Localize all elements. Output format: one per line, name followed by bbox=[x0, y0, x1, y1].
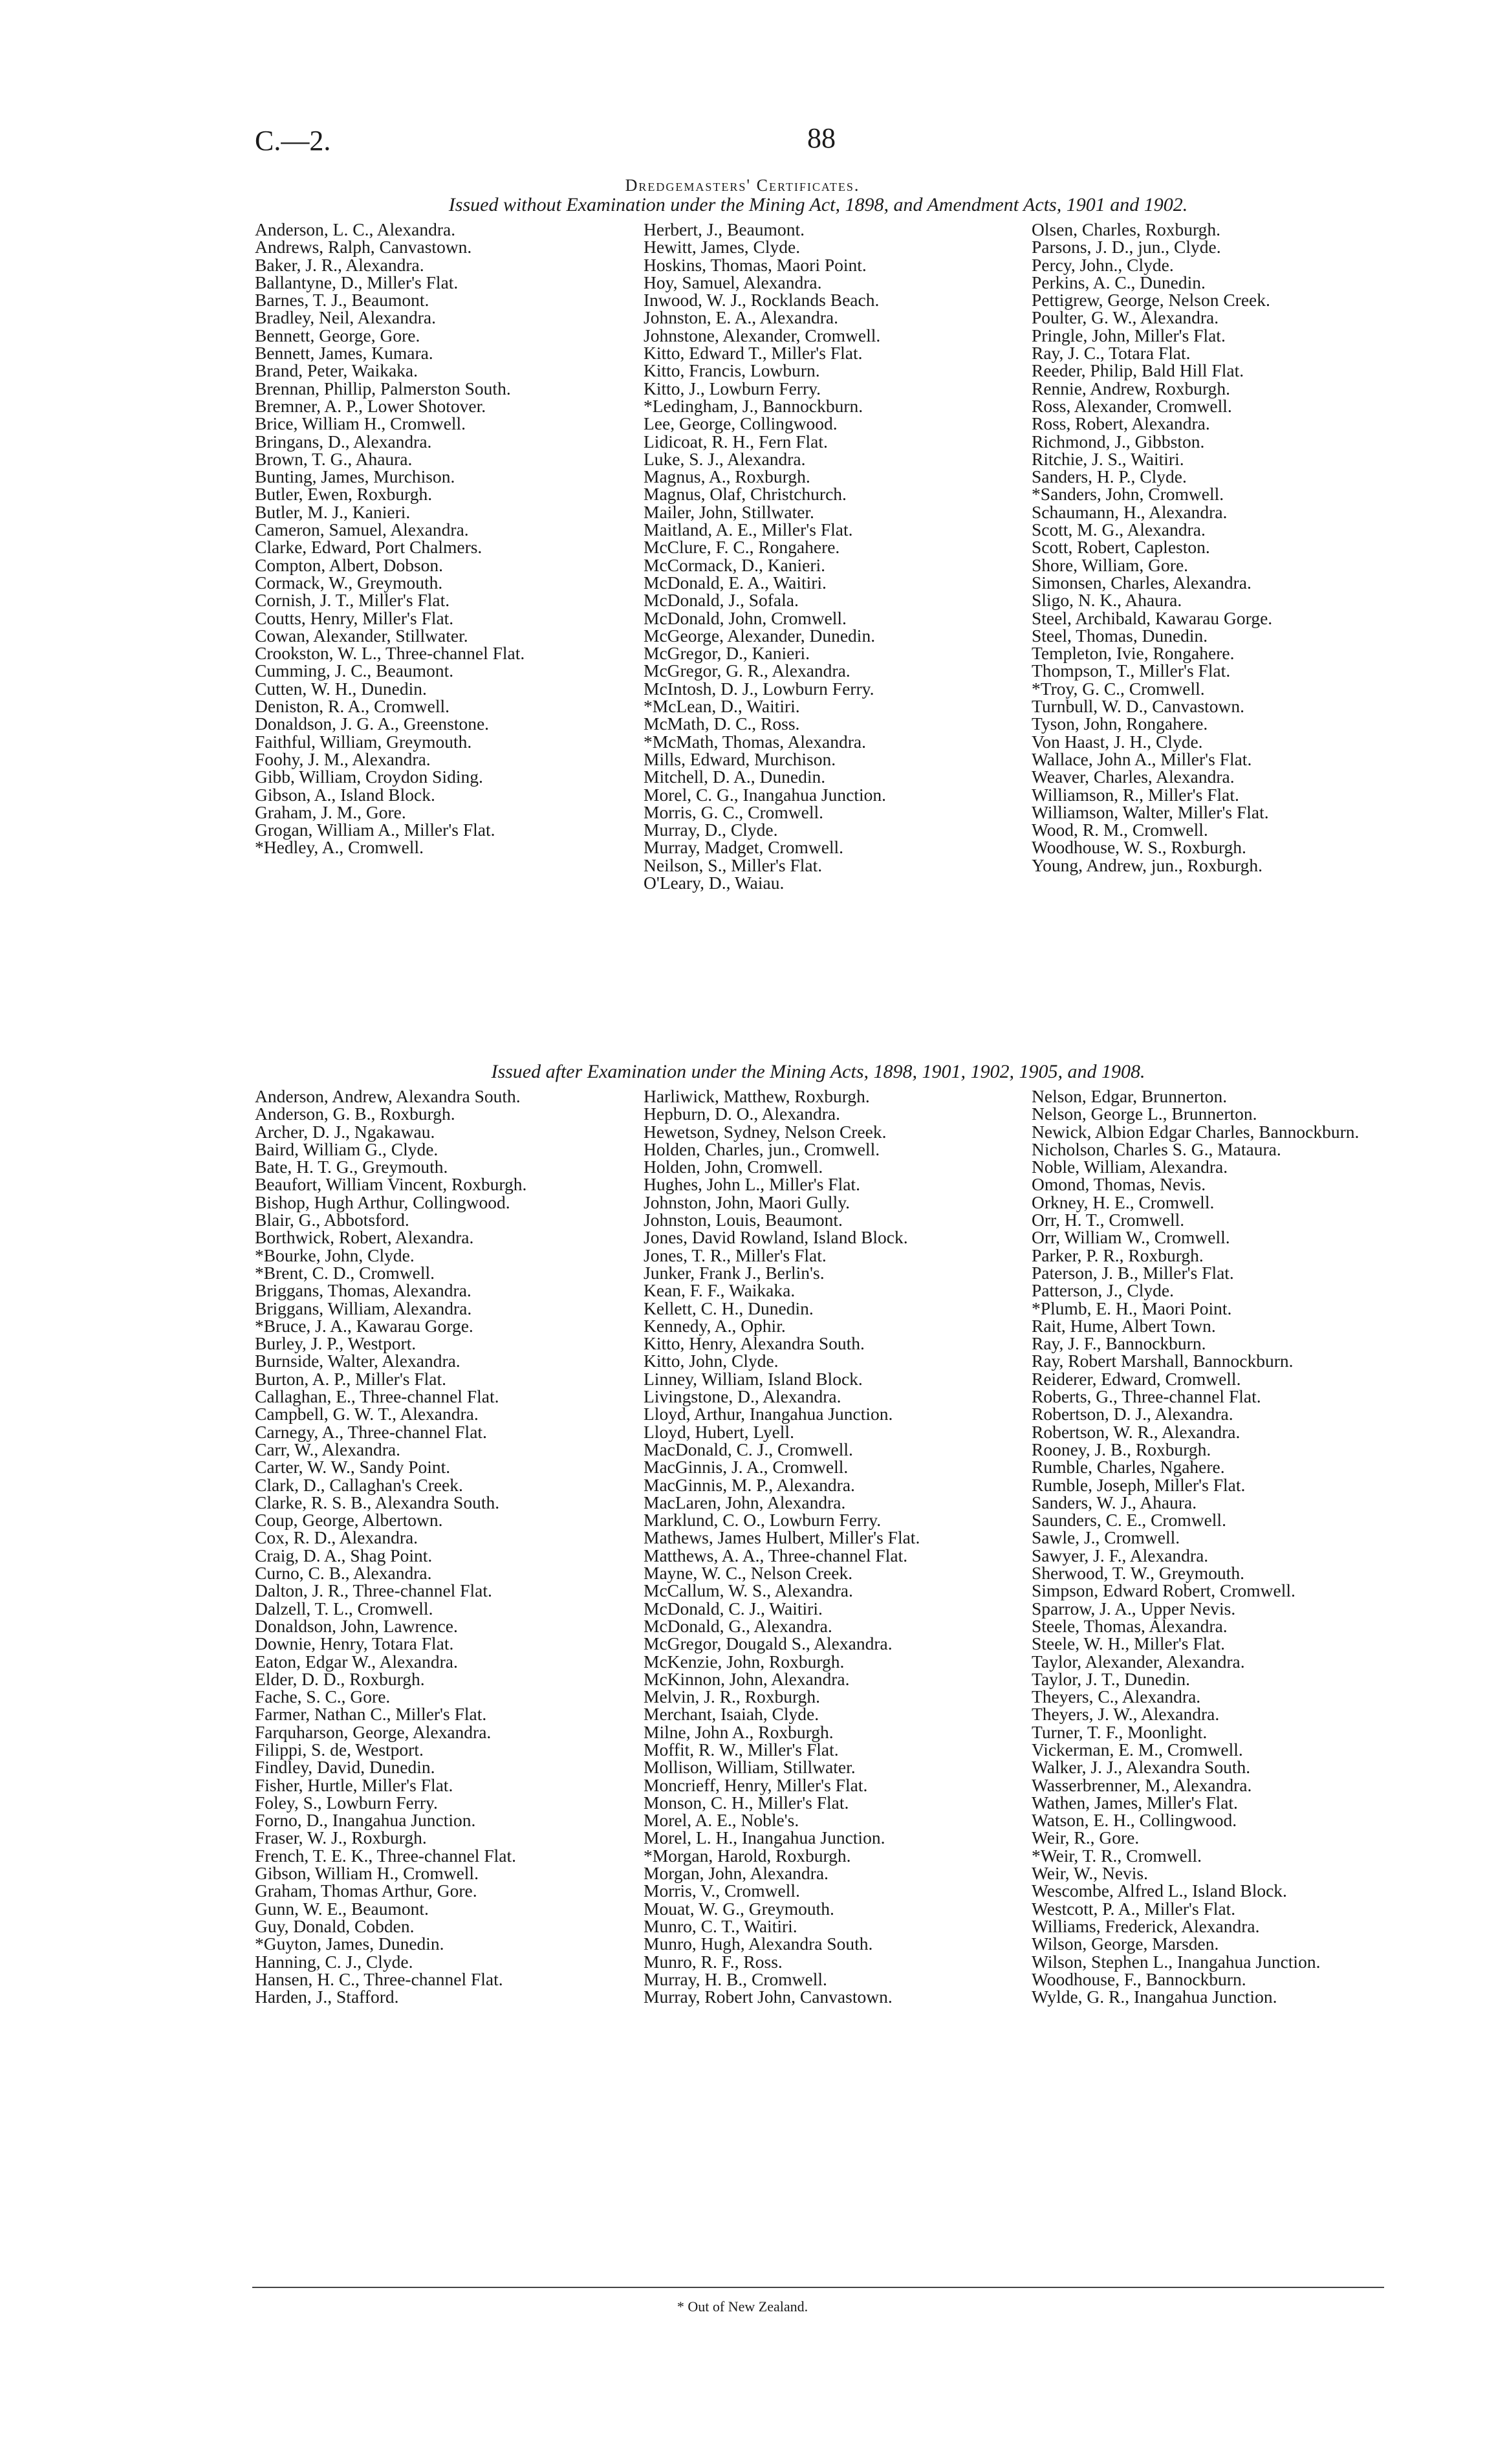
certificate-entry: *Plumb, E. H., Maori Point. bbox=[1032, 1298, 1232, 1318]
certificate-entry: Cox, R. D., Alexandra. bbox=[255, 1527, 418, 1548]
certificate-entry: Donaldson, John, Lawrence. bbox=[255, 1615, 458, 1636]
certificate-entry: Orr, H. T., Cromwell. bbox=[1032, 1210, 1185, 1230]
certificate-entry: Neilson, S., Miller's Flat. bbox=[644, 855, 823, 875]
certificate-entry: Hoy, Samuel, Alexandra. bbox=[644, 272, 822, 292]
certificate-entry: Ray, J. F., Bannockburn. bbox=[1032, 1333, 1206, 1354]
certificate-entry: Cameron, Samuel, Alexandra. bbox=[255, 519, 469, 540]
certificate-entry: Parsons, J. D., jun., Clyde. bbox=[1032, 237, 1221, 257]
certificate-entry: Perkins, A. C., Dunedin. bbox=[1032, 272, 1206, 292]
certificate-entry: Templeton, Ivie, Rongahere. bbox=[1032, 643, 1235, 664]
certificate-entry: Moffit, R. W., Miller's Flat. bbox=[644, 1739, 839, 1760]
certificate-entry: Curno, C. B., Alexandra. bbox=[255, 1563, 432, 1584]
certificate-entry: Robertson, W. R., Alexandra. bbox=[1032, 1421, 1241, 1442]
certificate-entry: MacGinnis, M. P., Alexandra. bbox=[644, 1474, 855, 1495]
certificate-entry: Williamson, Walter, Miller's Flat. bbox=[1032, 801, 1269, 822]
certificate-entry: Newick, Albion Edgar Charles, Bannockburn. bbox=[1032, 1121, 1360, 1142]
certificate-entry: Fraser, W. J., Roxburgh. bbox=[255, 1827, 427, 1848]
certificate-entry: Steel, Thomas, Dunedin. bbox=[1032, 625, 1208, 646]
certificate-entry: Hewitt, James, Clyde. bbox=[644, 237, 801, 257]
certificate-entry: Murray, Robert John, Canvastown. bbox=[644, 1987, 893, 2007]
certificate-entry: Ross, Alexander, Cromwell. bbox=[1032, 395, 1232, 416]
certificate-entry: McIntosh, D. J., Lowburn Ferry. bbox=[644, 678, 874, 699]
certificate-entry: Morel, A. E., Noble's. bbox=[644, 1810, 799, 1831]
certificate-entry: Kennedy, A., Ophir. bbox=[644, 1315, 786, 1336]
certificate-entry: Gibson, A., Island Block. bbox=[255, 784, 435, 805]
certificate-entry: Fache, S. C., Gore. bbox=[255, 1686, 391, 1707]
certificate-entry: Murray, H. B., Cromwell. bbox=[644, 1968, 827, 1989]
certificate-entry: Mailer, John, Stillwater. bbox=[644, 501, 814, 522]
certificate-entry: Paterson, J. B., Miller's Flat. bbox=[1032, 1262, 1234, 1283]
certificate-entry: Graham, J. M., Gore. bbox=[255, 801, 406, 822]
certificate-entry: Mollison, William, Stillwater. bbox=[644, 1757, 856, 1778]
certificate-entry: Hoskins, Thomas, Maori Point. bbox=[644, 254, 867, 275]
certificate-entry: Rumble, Joseph, Miller's Flat. bbox=[1032, 1474, 1246, 1495]
certificate-entry: Sherwood, T. W., Greymouth. bbox=[1032, 1563, 1244, 1584]
certificate-entry: Livingstone, D., Alexandra. bbox=[644, 1386, 841, 1407]
certificate-entry: Sparrow, J. A., Upper Nevis. bbox=[1032, 1598, 1236, 1619]
certificate-entry: Callaghan, E., Three-channel Flat. bbox=[255, 1386, 499, 1407]
certificate-entry: Clarke, R. S. B., Alexandra South. bbox=[255, 1492, 500, 1512]
certificate-entry: Campbell, G. W. T., Alexandra. bbox=[255, 1404, 479, 1424]
certificate-entry: Bradley, Neil, Alexandra. bbox=[255, 307, 436, 328]
certificate-entry: Elder, D. D., Roxburgh. bbox=[255, 1668, 425, 1689]
certificate-entry: Bennett, George, Gore. bbox=[255, 325, 420, 345]
certificate-entry: Rennie, Andrew, Roxburgh. bbox=[1032, 378, 1231, 398]
certificate-entry: Carter, W. W., Sandy Point. bbox=[255, 1457, 451, 1477]
certificate-entry: Merchant, Isaiah, Clyde. bbox=[644, 1704, 819, 1725]
part2-column-1 bbox=[255, 1087, 614, 2005]
certificate-entry: Nelson, Edgar, Brunnerton. bbox=[1032, 1086, 1228, 1106]
certificate-entry: Kitto, Henry, Alexandra South. bbox=[644, 1333, 865, 1354]
certificate-entry: Andrews, Ralph, Canvastown. bbox=[255, 237, 472, 257]
certificate-entry: Wilson, Stephen L., Inangahua Junction. bbox=[1032, 1951, 1321, 1972]
certificate-entry: Steele, W. H., Miller's Flat. bbox=[1032, 1633, 1226, 1654]
footnote-rule bbox=[252, 2287, 1384, 2288]
certificate-entry: *Weir, T. R., Cromwell. bbox=[1032, 1845, 1202, 1866]
certificate-entry: Saunders, C. E., Cromwell. bbox=[1032, 1510, 1226, 1531]
certificate-entry: Borthwick, Robert, Alexandra. bbox=[255, 1227, 474, 1248]
certificate-entry: Hepburn, D. O., Alexandra. bbox=[644, 1104, 840, 1124]
certificate-entry: French, T. E. K., Three-channel Flat. bbox=[255, 1845, 516, 1866]
certificate-entry: Melvin, J. R., Roxburgh. bbox=[644, 1686, 820, 1707]
certificate-entry: Harliwick, Matthew, Roxburgh. bbox=[644, 1086, 870, 1106]
certificate-entry: Compton, Albert, Dobson. bbox=[255, 554, 444, 575]
certificate-entry: Baker, J. R., Alexandra. bbox=[255, 254, 424, 275]
certificate-entry: Mathews, James Hulbert, Miller's Flat. bbox=[644, 1527, 920, 1548]
certificate-entry: Mayne, W. C., Nelson Creek. bbox=[644, 1563, 853, 1584]
certificate-entry: Beaufort, William Vincent, Roxburgh. bbox=[255, 1174, 527, 1195]
certificate-entry: Wilson, George, Marsden. bbox=[1032, 1934, 1219, 1954]
certificate-entry: Woodhouse, F., Bannockburn. bbox=[1032, 1968, 1246, 1989]
certificate-entry: Bremner, A. P., Lower Shotover. bbox=[255, 395, 486, 416]
certificate-entry: Brown, T. G., Ahaura. bbox=[255, 448, 413, 469]
certificate-entry: Morgan, John, Alexandra. bbox=[644, 1863, 829, 1884]
certificate-entry: Taylor, Alexander, Alexandra. bbox=[1032, 1651, 1245, 1672]
certificate-entry: Watson, E. H., Collingwood. bbox=[1032, 1810, 1237, 1831]
certificate-entry: Sanders, W. J., Ahaura. bbox=[1032, 1492, 1197, 1512]
certificate-entry: McDonald, C. J., Waitiri. bbox=[644, 1598, 823, 1619]
certificate-entry: Simpson, Edward Robert, Cromwell. bbox=[1032, 1580, 1295, 1601]
certificate-entry: Kitto, J., Lowburn Ferry. bbox=[644, 378, 821, 398]
certificate-entry: Mitchell, D. A., Dunedin. bbox=[644, 767, 826, 787]
certificate-entry: Briggans, William, Alexandra. bbox=[255, 1298, 472, 1318]
certificate-entry: Pringle, John, Miller's Flat. bbox=[1032, 325, 1226, 345]
certificate-entry: Schaumann, H., Alexandra. bbox=[1032, 501, 1228, 522]
certificate-entry: McMath, D. C., Ross. bbox=[644, 714, 800, 734]
certificate-entry: Milne, John A., Roxburgh. bbox=[644, 1721, 834, 1742]
certificate-entry: McDonald, E. A., Waitiri. bbox=[644, 572, 827, 593]
certificate-entry: MacLaren, John, Alexandra. bbox=[644, 1492, 846, 1512]
certificate-entry: *Ledingham, J., Bannockburn. bbox=[644, 395, 863, 416]
certificate-entry: Turnbull, W. D., Canvastown. bbox=[1032, 696, 1245, 717]
certificate-entry: McGregor, D., Kanieri. bbox=[644, 643, 810, 664]
certificate-entry: Patterson, J., Clyde. bbox=[1032, 1280, 1174, 1301]
certificate-entry: Briggans, Thomas, Alexandra. bbox=[255, 1280, 472, 1301]
certificate-entry: Deniston, R. A., Cromwell. bbox=[255, 696, 450, 717]
certificate-entry: Luke, S. J., Alexandra. bbox=[644, 448, 806, 469]
certificate-entry: Brennan, Phillip, Palmerston South. bbox=[255, 378, 511, 398]
certificate-entry: Sawle, J., Cromwell. bbox=[1032, 1527, 1180, 1548]
certificate-entry: Sawyer, J. F., Alexandra. bbox=[1032, 1545, 1209, 1565]
certificate-entry: Olsen, Charles, Roxburgh. bbox=[1032, 219, 1221, 239]
certificate-entry: Carr, W., Alexandra. bbox=[255, 1439, 400, 1459]
certificate-entry: Morris, G. C., Cromwell. bbox=[644, 801, 824, 822]
document-reference: C.—2. bbox=[255, 125, 331, 157]
certificate-entry: Lloyd, Arthur, Inangahua Junction. bbox=[644, 1404, 893, 1424]
certificate-entry: *Sanders, John, Cromwell. bbox=[1032, 484, 1224, 505]
certificate-entry: Rooney, J. B., Roxburgh. bbox=[1032, 1439, 1211, 1459]
certificate-entry: Filippi, S. de, Westport. bbox=[255, 1739, 424, 1760]
certificate-entry: Roberts, G., Three-channel Flat. bbox=[1032, 1386, 1261, 1407]
certificate-entry: Morris, V., Cromwell. bbox=[644, 1881, 800, 1901]
certificate-entry: Clark, D., Callaghan's Creek. bbox=[255, 1474, 463, 1495]
certificate-entry: Morel, C. G., Inangahua Junction. bbox=[644, 784, 886, 805]
certificate-entry: Von Haast, J. H., Clyde. bbox=[1032, 731, 1203, 752]
certificate-entry: Orkney, H. E., Cromwell. bbox=[1032, 1192, 1215, 1212]
certificate-entry: Foohy, J. M., Alexandra. bbox=[255, 748, 431, 769]
certificate-entry: Archer, D. J., Ngakawau. bbox=[255, 1121, 435, 1142]
certificate-entry: Noble, William, Alexandra. bbox=[1032, 1157, 1228, 1177]
certificate-entry: Blair, G., Abbotsford. bbox=[255, 1210, 409, 1230]
certificate-entry: Coup, George, Albertown. bbox=[255, 1510, 443, 1531]
part2-heading: Issued after Examination under the Mining Acts, 1898, 1901, 1902, 1905, and 1908. bbox=[491, 1061, 1145, 1082]
certificate-entry: Kitto, Edward T., Miller's Flat. bbox=[644, 343, 863, 364]
certificate-entry: Johnston, E. A., Alexandra. bbox=[644, 307, 838, 328]
certificate-entry: Johnstone, Alexander, Cromwell. bbox=[644, 325, 881, 345]
certificate-entry: *McMath, Thomas, Alexandra. bbox=[644, 731, 866, 752]
certificate-entry: *Bruce, J. A., Kawarau Gorge. bbox=[255, 1315, 473, 1336]
certificate-entry: Shore, William, Gore. bbox=[1032, 554, 1189, 575]
certificate-entry: McGregor, Dougald S., Alexandra. bbox=[644, 1633, 893, 1654]
certificate-entry: Murray, D., Clyde. bbox=[644, 820, 778, 840]
certificate-entry: Kitto, John, Clyde. bbox=[644, 1351, 779, 1371]
part1-column-2 bbox=[644, 221, 1009, 891]
certificate-entry: Percy, John., Clyde. bbox=[1032, 254, 1174, 275]
certificate-entry: Woodhouse, W. S., Roxburgh. bbox=[1032, 837, 1246, 858]
page-number: 88 bbox=[807, 122, 836, 154]
certificate-entry: Wathen, James, Miller's Flat. bbox=[1032, 1792, 1238, 1813]
certificate-entry: Anderson, Andrew, Alexandra South. bbox=[255, 1086, 521, 1106]
certificate-entry: Herbert, J., Beaumont. bbox=[644, 219, 805, 239]
certificate-entry: Williams, Frederick, Alexandra. bbox=[1032, 1915, 1260, 1936]
certificate-entry: Downie, Henry, Totara Flat. bbox=[255, 1633, 454, 1654]
certificate-entry: *Hedley, A., Cromwell. bbox=[255, 837, 424, 858]
certificate-entry: Anderson, G. B., Roxburgh. bbox=[255, 1104, 455, 1124]
certificate-entry: Rumble, Charles, Ngahere. bbox=[1032, 1457, 1225, 1477]
certificate-entry: Pettigrew, George, Nelson Creek. bbox=[1032, 290, 1270, 311]
certificate-entry: Wasserbrenner, M., Alexandra. bbox=[1032, 1774, 1252, 1795]
certificate-entry: Matthews, A. A., Three-channel Flat. bbox=[644, 1545, 908, 1565]
certificate-entry: Butler, Ewen, Roxburgh. bbox=[255, 484, 433, 505]
certificate-entry: Forno, D., Inangahua Junction. bbox=[255, 1810, 476, 1831]
certificate-entry: McCallum, W. S., Alexandra. bbox=[644, 1580, 853, 1601]
certificate-entry: Cutten, W. H., Dunedin. bbox=[255, 678, 427, 699]
certificate-entry: Walker, J. J., Alexandra South. bbox=[1032, 1757, 1251, 1778]
certificate-entry: Orr, William W., Cromwell. bbox=[1032, 1227, 1230, 1248]
certificate-entry: McDonald, G., Alexandra. bbox=[644, 1615, 832, 1636]
certificate-entry: Bunting, James, Murchison. bbox=[255, 466, 455, 487]
certificate-entry: Anderson, L. C., Alexandra. bbox=[255, 219, 456, 239]
certificate-entry: McCormack, D., Kanieri. bbox=[644, 554, 826, 575]
certificate-entry: Turner, T. F., Moonlight. bbox=[1032, 1721, 1208, 1742]
certificate-entry: Munro, Hugh, Alexandra South. bbox=[644, 1934, 873, 1954]
certificate-entry: Wylde, G. R., Inangahua Junction. bbox=[1032, 1987, 1277, 2007]
certificate-entry: Ray, J. C., Totara Flat. bbox=[1032, 343, 1191, 364]
certificate-entry: Williamson, R., Miller's Flat. bbox=[1032, 784, 1239, 805]
certificate-entry: McKenzie, John, Roxburgh. bbox=[644, 1651, 845, 1672]
certificate-entry: Donaldson, J. G. A., Greenstone. bbox=[255, 714, 490, 734]
part2-column-3 bbox=[1032, 1087, 1397, 2005]
certificate-entry: Wallace, John A., Miller's Flat. bbox=[1032, 748, 1252, 769]
certificate-entry: Morel, L. H., Inangahua Junction. bbox=[644, 1827, 885, 1848]
certificate-entry: Maitland, A. E., Miller's Flat. bbox=[644, 519, 853, 540]
certificate-entry: McGregor, G. R., Alexandra. bbox=[644, 660, 851, 681]
certificate-entry: Ritchie, J. S., Waitiri. bbox=[1032, 448, 1184, 469]
certificate-entry: Clarke, Edward, Port Chalmers. bbox=[255, 537, 482, 558]
certificate-entry: Ray, Robert Marshall, Bannockburn. bbox=[1032, 1351, 1294, 1371]
certificate-entry: Robertson, D. J., Alexandra. bbox=[1032, 1404, 1233, 1424]
certificate-entry: Nicholson, Charles S. G., Mataura. bbox=[1032, 1139, 1281, 1159]
certificate-entry: *Morgan, Harold, Roxburgh. bbox=[644, 1845, 851, 1866]
certificate-entry: Richmond, J., Gibbston. bbox=[1032, 431, 1205, 452]
certificate-entry: Kean, F. F., Waikaka. bbox=[644, 1280, 796, 1301]
certificate-entry: Farquharson, George, Alexandra. bbox=[255, 1721, 492, 1742]
certificate-entry: Simonsen, Charles, Alexandra. bbox=[1032, 572, 1252, 593]
certificate-entry: Findley, David, Dunedin. bbox=[255, 1757, 435, 1778]
certificate-entry: Sligo, N. K., Ahaura. bbox=[1032, 590, 1182, 611]
certificate-entry: McKinnon, John, Alexandra. bbox=[644, 1668, 850, 1689]
certificate-entry: Young, Andrew, jun., Roxburgh. bbox=[1032, 855, 1263, 875]
certificate-entry: Hanning, C. J., Clyde. bbox=[255, 1951, 413, 1972]
certificate-entry: Hughes, John L., Miller's Flat. bbox=[644, 1174, 860, 1195]
certificate-entry: Guy, Donald, Cobden. bbox=[255, 1915, 415, 1936]
certificate-entry: Gibb, William, Croydon Siding. bbox=[255, 767, 483, 787]
certificate-entry: Faithful, William, Greymouth. bbox=[255, 731, 472, 752]
certificate-entry: Parker, P. R., Roxburgh. bbox=[1032, 1245, 1204, 1265]
certificate-entry: Marklund, C. O., Lowburn Ferry. bbox=[644, 1510, 882, 1531]
certificate-entry: Weaver, Charles, Alexandra. bbox=[1032, 767, 1235, 787]
certificate-entry: Jones, T. R., Miller's Flat. bbox=[644, 1245, 827, 1265]
certificate-entry: Fisher, Hurtle, Miller's Flat. bbox=[255, 1774, 453, 1795]
certificate-entry: Moncrieff, Henry, Miller's Flat. bbox=[644, 1774, 868, 1795]
certificate-entry: McClure, F. C., Rongahere. bbox=[644, 537, 840, 558]
certificate-entry: Ross, Robert, Alexandra. bbox=[1032, 413, 1210, 434]
certificate-entry: O'Leary, D., Waiau. bbox=[644, 872, 785, 893]
certificate-entry: Burnside, Walter, Alexandra. bbox=[255, 1351, 461, 1371]
certificate-entry: Brand, Peter, Waikaka. bbox=[255, 360, 418, 381]
certificate-entry: Crookston, W. L., Three-channel Flat. bbox=[255, 643, 525, 664]
certificate-entry: Nelson, George L., Brunnerton. bbox=[1032, 1104, 1257, 1124]
certificate-entry: Kellett, C. H., Dunedin. bbox=[644, 1298, 814, 1318]
certificate-entry: Holden, Charles, jun., Cromwell. bbox=[644, 1139, 880, 1159]
certificate-entry: Thompson, T., Miller's Flat. bbox=[1032, 660, 1231, 681]
certificate-entry: Wood, R. M., Cromwell. bbox=[1032, 820, 1208, 840]
certificate-entry: Bringans, D., Alexandra. bbox=[255, 431, 432, 452]
certificate-entry: MacGinnis, J. A., Cromwell. bbox=[644, 1457, 849, 1477]
certificate-entry: Lee, George, Collingwood. bbox=[644, 413, 838, 434]
certificate-entry: Taylor, J. T., Dunedin. bbox=[1032, 1668, 1190, 1689]
certificate-entry: Murray, Madget, Cromwell. bbox=[644, 837, 844, 858]
certificate-entry: Cornish, J. T., Miller's Flat. bbox=[255, 590, 450, 611]
certificate-entry: Carnegy, A., Three-channel Flat. bbox=[255, 1421, 487, 1442]
certificate-entry: Junker, Frank J., Berlin's. bbox=[644, 1262, 825, 1283]
certificate-entry: Munro, R. F., Ross. bbox=[644, 1951, 783, 1972]
certificate-entry: Baird, William G., Clyde. bbox=[255, 1139, 439, 1159]
certificate-entry: Gibson, William H., Cromwell. bbox=[255, 1863, 479, 1884]
certificate-entry: Barnes, T. J., Beaumont. bbox=[255, 290, 429, 311]
certificate-entry: Harden, J., Stafford. bbox=[255, 1987, 399, 2007]
certificate-entry: Reeder, Philip, Bald Hill Flat. bbox=[1032, 360, 1244, 381]
certificate-entry: Steele, Thomas, Alexandra. bbox=[1032, 1615, 1228, 1636]
certificate-entry: McGeorge, Alexander, Dunedin. bbox=[644, 625, 876, 646]
certificate-entry: Steel, Archibald, Kawarau Gorge. bbox=[1032, 607, 1273, 628]
certificate-entry: Poulter, G. W., Alexandra. bbox=[1032, 307, 1219, 328]
certificate-entry: Dalzell, T. L., Cromwell. bbox=[255, 1598, 433, 1619]
certificate-entry: Bennett, James, Kumara. bbox=[255, 343, 433, 364]
certificate-entry: Butler, M. J., Kanieri. bbox=[255, 501, 411, 522]
certificate-entry: Theyers, C., Alexandra. bbox=[1032, 1686, 1201, 1707]
certificate-entry: Grogan, William A., Miller's Flat. bbox=[255, 820, 495, 840]
part1-heading: Issued without Examination under the Mining Act, 1898, and Amendment Acts, 1901 and 1902. bbox=[448, 194, 1188, 215]
certificate-entry: Weir, R., Gore. bbox=[1032, 1827, 1140, 1848]
certificate-entry: Wescombe, Alfred L., Island Block. bbox=[1032, 1881, 1287, 1901]
part1-column-3 bbox=[1032, 221, 1397, 874]
certificate-entry: Scott, Robert, Capleston. bbox=[1032, 537, 1210, 558]
certificate-entry: Westcott, P. A., Miller's Flat. bbox=[1032, 1898, 1236, 1919]
certificate-entry: Cormack, W., Greymouth. bbox=[255, 572, 443, 593]
certificate-entry: Bishop, Hugh Arthur, Collingwood. bbox=[255, 1192, 510, 1212]
certificate-entry: Magnus, Olaf, Christchurch. bbox=[644, 484, 847, 505]
certificate-entry: Cumming, J. C., Beaumont. bbox=[255, 660, 454, 681]
certificate-entry: Lidicoat, R. H., Fern Flat. bbox=[644, 431, 828, 452]
certificate-entry: *McLean, D., Waitiri. bbox=[644, 696, 800, 717]
certificate-entry: Graham, Thomas Arthur, Gore. bbox=[255, 1881, 477, 1901]
certificate-entry: Magnus, A., Roxburgh. bbox=[644, 466, 810, 487]
certificate-entry: Vickerman, E. M., Cromwell. bbox=[1032, 1739, 1243, 1760]
certificate-entry: Burley, J. P., Westport. bbox=[255, 1333, 417, 1354]
certificate-entry: Craig, D. A., Shag Point. bbox=[255, 1545, 433, 1565]
certificate-entry: Johnston, John, Maori Gully. bbox=[644, 1192, 851, 1212]
certificate-entry: Theyers, J. W., Alexandra. bbox=[1032, 1704, 1220, 1725]
certificate-entry: Coutts, Henry, Miller's Flat. bbox=[255, 607, 454, 628]
certificate-entry: *Brent, C. D., Cromwell. bbox=[255, 1262, 435, 1283]
certificate-entry: Scott, M. G., Alexandra. bbox=[1032, 519, 1206, 540]
certificate-entry: Inwood, W. J., Rocklands Beach. bbox=[644, 290, 880, 311]
certificate-entry: Eaton, Edgar W., Alexandra. bbox=[255, 1651, 458, 1672]
certificate-entry: Foley, S., Lowburn Ferry. bbox=[255, 1792, 438, 1813]
certificate-entry: Reiderer, Edward, Cromwell. bbox=[1032, 1368, 1241, 1389]
footnote: * Out of New Zealand. bbox=[677, 2298, 808, 2315]
certificate-entry: McDonald, J., Sofala. bbox=[644, 590, 799, 611]
certificate-entry: Bate, H. T. G., Greymouth. bbox=[255, 1157, 448, 1177]
certificate-entry: McDonald, John, Cromwell. bbox=[644, 607, 847, 628]
certificate-entry: Hewetson, Sydney, Nelson Creek. bbox=[644, 1121, 887, 1142]
certificate-entry: Sanders, H. P., Clyde. bbox=[1032, 466, 1187, 487]
part1-column-1 bbox=[255, 221, 614, 856]
certificate-entry: Mouat, W. G., Greymouth. bbox=[644, 1898, 834, 1919]
certificate-entry: Lloyd, Hubert, Lyell. bbox=[644, 1421, 794, 1442]
certificate-entry: Monson, C. H., Miller's Flat. bbox=[644, 1792, 849, 1813]
certificate-entry: MacDonald, C. J., Cromwell. bbox=[644, 1439, 853, 1459]
certificate-entry: Munro, C. T., Waitiri. bbox=[644, 1915, 797, 1936]
certificate-entry: *Bourke, John, Clyde. bbox=[255, 1245, 415, 1265]
certificate-entry: Omond, Thomas, Nevis. bbox=[1032, 1174, 1206, 1195]
certificate-entry: Johnston, Louis, Beaumont. bbox=[644, 1210, 843, 1230]
certificate-entry: Kitto, Francis, Lowburn. bbox=[644, 360, 820, 381]
certificate-entry: Farmer, Nathan C., Miller's Flat. bbox=[255, 1704, 487, 1725]
certificate-entry: *Troy, G. C., Cromwell. bbox=[1032, 678, 1205, 699]
certificate-entry: Burton, A. P., Miller's Flat. bbox=[255, 1368, 447, 1389]
section-title: Dredgemasters' Certificates. bbox=[625, 176, 860, 195]
certificate-entry: Tyson, John, Rongahere. bbox=[1032, 714, 1208, 734]
certificate-entry: *Guyton, James, Dunedin. bbox=[255, 1934, 444, 1954]
certificate-entry: Jones, David Rowland, Island Block. bbox=[644, 1227, 908, 1248]
certificate-entry: Cowan, Alexander, Stillwater. bbox=[255, 625, 468, 646]
certificate-entry: Gunn, W. E., Beaumont. bbox=[255, 1898, 429, 1919]
certificate-entry: Brice, William H., Cromwell. bbox=[255, 413, 466, 434]
certificate-entry: Mills, Edward, Murchison. bbox=[644, 748, 836, 769]
certificate-entry: Holden, John, Cromwell. bbox=[644, 1157, 823, 1177]
certificate-entry: Ballantyne, D., Miller's Flat. bbox=[255, 272, 459, 292]
certificate-entry: Hansen, H. C., Three-channel Flat. bbox=[255, 1968, 503, 1989]
certificate-entry: Dalton, J. R., Three-channel Flat. bbox=[255, 1580, 492, 1601]
certificate-entry: Rait, Hume, Albert Town. bbox=[1032, 1315, 1216, 1336]
certificate-entry: Linney, William, Island Block. bbox=[644, 1368, 863, 1389]
certificate-entry: Weir, W., Nevis. bbox=[1032, 1863, 1148, 1884]
part2-column-2 bbox=[644, 1087, 1009, 2005]
